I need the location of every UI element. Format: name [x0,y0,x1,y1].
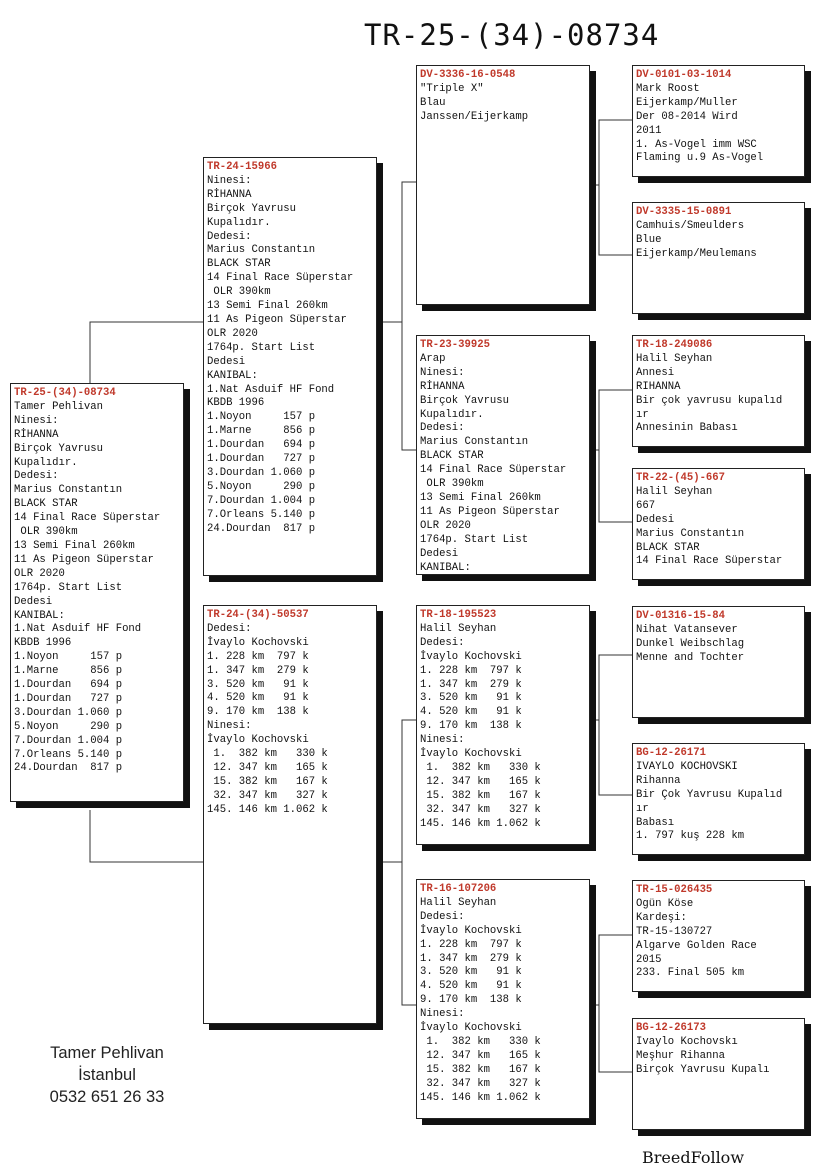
pedigree-line: 1764p. Start List [207,341,316,354]
connector-sire-down [402,322,416,450]
pedigree-line: İvaylo Kochovski [207,734,309,747]
pedigree-line: Bir çok yavrusu kupalıd [636,394,783,407]
pedigree-line: Blue [636,233,662,246]
pedigree-line: 1.Dourdan 694 p [14,679,123,692]
pedigree-line: Ivaylo Kochovskı [636,1035,738,1048]
pedigree-line: BLACK STAR [14,498,78,511]
brand-label: BreedFollow [642,1148,745,1167]
connector-sd-up [599,390,632,450]
ring-number: TR-22-(45)-667 [636,472,726,484]
pedigree-line: 14 Final Race Süperstar [207,272,354,285]
pedigree-line: Babası [636,816,675,829]
owner-name: Tamer Pehlivan [50,1044,164,1062]
pedigree-line: 1.Marne 856 p [207,425,316,438]
pedigree-line: İvaylo Kochovski [420,924,522,937]
pedigree-line: 1.Noyon 157 p [207,411,316,424]
pedigree-line: Kupalıdır. [14,456,78,469]
pedigree-line: 7.Orleans 5.140 p [207,508,316,521]
pedigree-line: Annesi [636,366,675,379]
pedigree-line: 13 Semi Final 260km [207,300,328,313]
pedigree-line: OLR 2020 [207,327,258,340]
pedigree-line: 667 [636,499,656,512]
ring-number: TR-18-249086 [636,339,713,351]
pedigree-line: Ninesi: [420,734,465,747]
pedigree-line: KANIBAL: [420,561,471,574]
pedigree-line: 1.Dourdan 727 p [14,692,123,705]
pedigree-line: RİHANNA [420,380,465,393]
pedigree-line: 1. 347 km 279 k [207,664,309,677]
pedigree-line: 15. 382 km 167 k [420,1063,541,1076]
pedigree-line: 5.Noyon 290 p [14,720,123,733]
pedigree-line: Rihanna [636,774,681,787]
pedigree-line: KBDB 1996 [14,637,72,650]
connector-ss-up [599,120,632,185]
pedigree-line: 14 Final Race Süperstar [420,464,567,477]
pedigree-line: 12. 347 km 165 k [420,775,541,788]
pedigree-line: ır [636,802,649,815]
pedigree-line: 3. 520 km 91 k [420,966,522,979]
pedigree-line: 1. 382 km 330 k [420,1035,541,1048]
pedigree-box-sds [632,335,805,447]
pedigree-box-ddd [632,1018,805,1130]
pedigree-line: Dedesi [636,513,675,526]
ring-number: TR-18-195523 [420,609,497,621]
pedigree-line: 1. 382 km 330 k [207,748,328,761]
ring-number: TR-25-(34)-08734 [14,387,116,399]
pedigree-line: Meşhur Rihanna [636,1049,726,1062]
pedigree-line: 11 As Pigeon Süperstar [14,553,154,566]
connector-root [90,322,204,383]
pedigree-line: Halil Seyhan [420,896,497,909]
pedigree-line: 24.Dourdan 817 p [207,522,316,535]
pedigree-line: Nihat Vatansever [636,623,738,636]
pedigree-line: İvaylo Kochovski [420,1022,522,1035]
pedigree-line: 9. 170 km 138 k [420,994,522,1007]
pedigree-line: Mark Roost [636,82,700,95]
pedigree-line: Eijerkamp/Meulemans [636,247,757,260]
pedigree-line: Kardeşi: [636,911,687,924]
pedigree-line: OLR 390km [14,526,78,539]
pedigree-line: 1. 797 kuş 228 km [636,830,745,843]
pedigree-line: 1.Dourdan 727 p [207,453,316,466]
pedigree-line: 9. 170 km 138 k [420,720,522,733]
pedigree-line: Camhuis/Smeulders [636,219,745,232]
pedigree-line: Ogün Köse [636,897,694,910]
connector-ds-down [599,720,632,795]
pedigree-line: 3. 520 km 91 k [207,678,309,691]
pedigree-line: 4. 520 km 91 k [420,980,522,993]
pedigree-box-sire-sire [416,65,590,305]
pedigree-box-sire-dam [416,335,590,575]
pedigree-line: 2015 [636,953,662,966]
pedigree-line: 3.Dourdan 1.060 p [14,706,123,719]
pedigree-line: KBDB 1996 [207,397,265,410]
pedigree-line: 1.Marne 856 p [14,665,123,678]
pedigree-line: 1. As-Vogel imm WSC [636,138,757,151]
connector-dd-down [599,1005,632,1072]
pedigree-line: 9. 170 km 138 k [207,706,309,719]
pedigree-box-dss [632,606,805,718]
pedigree-line: 13 Semi Final 260km [420,491,541,504]
pedigree-box-ssd [632,202,805,314]
pedigree-line: Flaming u.9 As-Vogel [636,152,764,165]
pedigree-line: Birçok Yavrusu Kupalı [636,1063,770,1076]
ring-number: BG-12-26173 [636,1022,706,1034]
pedigree-line: 7.Dourdan 1.004 p [14,734,123,747]
pedigree-line: Menne and Tochter [636,651,745,664]
connector-dd-up [599,935,632,1005]
pedigree-box-sss [632,65,805,177]
pedigree-line: BLACK STAR [420,450,484,463]
connector-root-dam [90,810,204,862]
pedigree-line: Eijerkamp/Muller [636,96,738,109]
ring-number: DV-0101-03-1014 [636,69,732,81]
pedigree-line: 15. 382 km 167 k [207,775,328,788]
pedigree-box-dds [632,880,805,992]
pedigree-line: RİHANNA [14,428,59,441]
pedigree-line: Tamer Pehlivan [14,400,104,413]
pedigree-line: Dedesi: [14,470,59,483]
pedigree-line: 32. 347 km 327 k [420,803,541,816]
pedigree-line: 3. 520 km 91 k [420,692,522,705]
pedigree-box-dam-dam [416,879,590,1119]
pedigree-line: RİHANNA [207,188,252,201]
pedigree-line: Janssen/Eijerkamp [420,110,529,123]
pedigree-line: Marius Constantın [207,244,316,257]
ring-number: TR-23-39925 [420,339,490,351]
pedigree-line: 24.Dourdan 817 p [14,762,123,775]
pedigree-line: Dedesi [14,595,53,608]
pedigree-line: 1. 347 km 279 k [420,952,522,965]
pedigree-title: TR-25-(34)-08734 [364,18,660,52]
pedigree-line: 4. 520 km 91 k [420,706,522,719]
pedigree-line: İvaylo Kochovski [420,748,522,761]
connector-dam-down [402,862,416,1005]
pedigree-line: RIHANNA [636,380,681,393]
pedigree-line: KANIBAL: [207,369,258,382]
pedigree-line: 13 Semi Final 260km [14,539,135,552]
pedigree-line: Marius Constantın [636,527,745,540]
pedigree-line: Dedesi [420,547,459,560]
owner-phone: 0532 651 26 33 [49,1088,165,1106]
pedigree-line: Algarve Golden Race [636,939,757,952]
pedigree-line: 1. 347 km 279 k [420,678,522,691]
connector-dam-up [402,720,416,862]
ring-number: TR-24-(34)-50537 [207,609,309,621]
pedigree-box-root [10,383,184,802]
pedigree-line: 145. 146 km 1.062 k [420,1091,541,1104]
owner-city: İstanbul [78,1066,136,1084]
pedigree-line: İvaylo Kochovski [420,650,522,663]
pedigree-box-dsd [632,743,805,855]
pedigree-line: Blau [420,96,446,109]
pedigree-line: Ninesi: [207,720,252,733]
pedigree-line: "Triple X" [420,82,484,95]
pedigree-line: 12. 347 km 165 k [420,1049,541,1062]
pedigree-line: 1764p. Start List [420,533,529,546]
pedigree-line: OLR 2020 [14,567,65,580]
pedigree-line: Dedesi: [420,910,465,923]
pedigree-line: 145. 146 km 1.062 k [207,803,328,816]
pedigree-line: OLR 390km [420,478,484,491]
pedigree-line: Halil Seyhan [636,485,713,498]
pedigree-line: 32. 347 km 327 k [420,1077,541,1090]
connector-ss-down [599,185,632,255]
pedigree-line: 32. 347 km 327 k [207,789,328,802]
pedigree-line: Dunkel Weibschlag [636,637,745,650]
pedigree-line: 11 As Pigeon Süperstar [207,313,347,326]
pedigree-line: 1.Nat Asduif HF Fond [14,623,142,636]
pedigree-box-dam [203,605,377,1024]
pedigree-line: İvaylo Kochovski [207,636,309,649]
pedigree-line: Birçok Yavrusu [420,394,510,407]
pedigree-line: 1. 228 km 797 k [420,664,522,677]
ring-number: TR-16-107206 [420,883,497,895]
pedigree-line: 14 Final Race Süperstar [636,555,783,568]
pedigree-line: Ninesi: [14,414,59,427]
pedigree-line: ır [636,408,649,421]
pedigree-line: Dedesi: [207,622,252,635]
pedigree-line: Ninesi: [420,1008,465,1021]
pedigree-line: Birçok Yavrusu [207,202,297,215]
pedigree-line: 1. 382 km 330 k [420,761,541,774]
pedigree-line: TR-15-130727 [636,925,713,938]
pedigree-line: Dedesi: [207,230,252,243]
pedigree-box-sdd [632,468,805,580]
pedigree-line: 1764p. Start List [14,581,123,594]
pedigree-line: Kupalıdır. [420,408,484,421]
pedigree-line: 14 Final Race Süperstar [14,512,161,525]
pedigree-line: 7.Dourdan 1.004 p [207,494,316,507]
pedigree-line: 11 As Pigeon Süperstar [420,505,560,518]
pedigree-line: BLACK STAR [207,258,271,271]
pedigree-line: Bir Çok Yavrusu Kupalıd [636,788,783,801]
pedigree-line: 5.Noyon 290 p [207,480,316,493]
pedigree-line: Marius Constantın [14,484,123,497]
ring-number: BG-12-26171 [636,747,706,759]
pedigree-line: Annesinin Babası [636,422,738,435]
pedigree-line: 233. Final 505 km [636,967,745,980]
pedigree-line: Kupalıdır. [207,216,271,229]
ring-number: DV-3335-15-0891 [636,206,732,218]
pedigree-line: Dedesi [207,355,246,368]
connector-sd-down [599,450,632,522]
pedigree-line: 2011 [636,124,662,137]
pedigree-line: Ninesi: [207,174,252,187]
pedigree-line: 1. 228 km 797 k [207,650,309,663]
pedigree-line: BLACK STAR [636,541,700,554]
pedigree-line: OLR 2020 [420,519,471,532]
ring-number: TR-24-15966 [207,161,277,173]
pedigree-line: 7.Orleans 5.140 p [14,748,123,761]
pedigree-line: 4. 520 km 91 k [207,692,309,705]
pedigree-line: 1.Dourdan 694 p [207,439,316,452]
pedigree-box-sire [203,157,377,576]
pedigree-line: IVAYLO KOCHOVSKI [636,760,738,773]
pedigree-line: 15. 382 km 167 k [420,789,541,802]
connector-ds-up [599,655,632,720]
pedigree-line: 1. 228 km 797 k [420,938,522,951]
pedigree-line: 1.Noyon 157 p [14,651,123,664]
pedigree-line: 3.Dourdan 1.060 p [207,466,316,479]
pedigree-line: Dedesi: [420,636,465,649]
pedigree-box-dam-sire [416,605,590,845]
ring-number: TR-15-026435 [636,884,713,896]
pedigree-line: Birçok Yavrusu [14,442,104,455]
pedigree-line: Marius Constantın [420,436,529,449]
pedigree-line: Dedesi: [420,422,465,435]
pedigree-line: Halil Seyhan [636,352,713,365]
ring-number: DV-3336-16-0548 [420,69,516,81]
pedigree-line: Der 08-2014 Wird [636,110,738,123]
owner-info [42,1042,172,1108]
pedigree-line: Arap [420,352,446,365]
pedigree-line: OLR 390km [207,286,271,299]
pedigree-line: Halil Seyhan [420,622,497,635]
pedigree-line: 1.Nat Asduif HF Fond [207,383,335,396]
pedigree-line: Ninesi: [420,366,465,379]
pedigree-line: KANIBAL: [14,609,65,622]
connector-sire-up [402,182,416,322]
pedigree-line: 12. 347 km 165 k [207,761,328,774]
ring-number: DV-01316-15-84 [636,610,726,622]
pedigree-line: 145. 146 km 1.062 k [420,817,541,830]
